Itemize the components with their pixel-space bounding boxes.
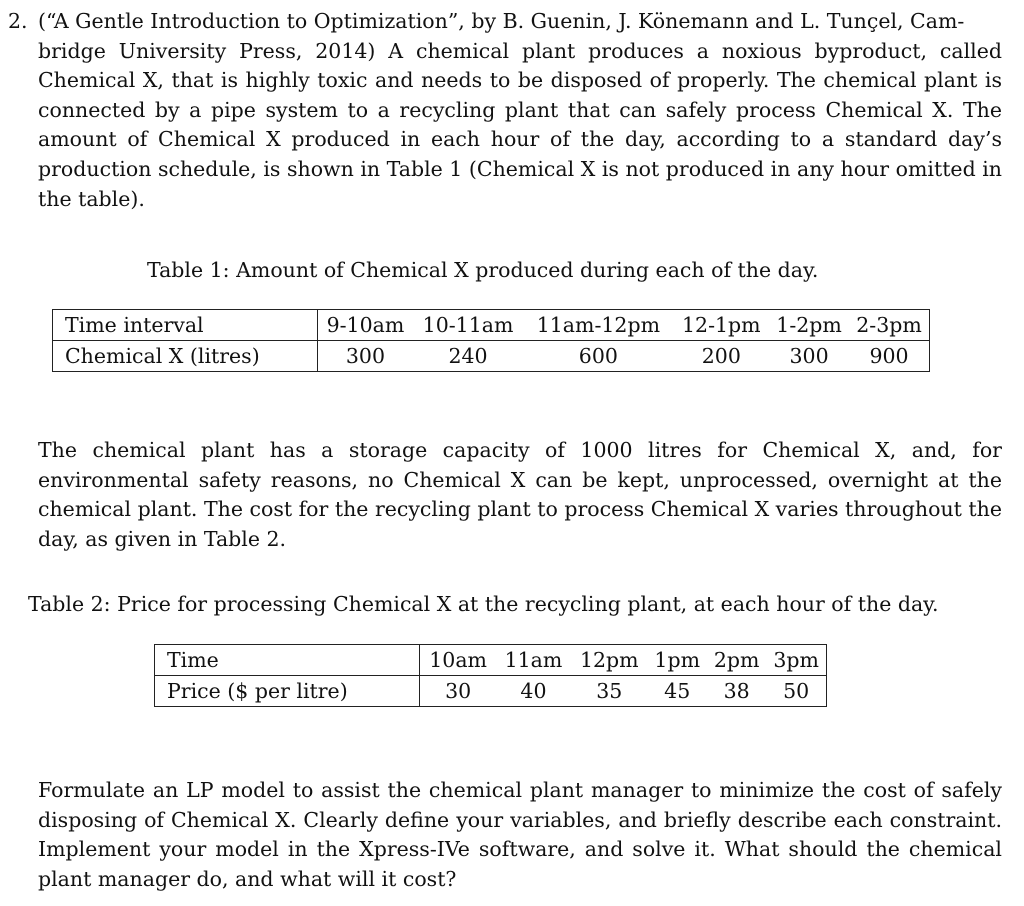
table2-time-cell: 2pm [707,645,766,676]
table1-litres-cell: 200 [673,341,769,372]
table2-time-cell: 1pm [648,645,707,676]
table2-row2-header: Price ($ per litre) [155,676,420,707]
problem-intro-rest: bridge University Press, 2014) A chemical plant produces a noxious byproduct, called Chemical X, that is highly toxic and needs to be disposed of properly. The chemical plant is connected by a pipe system to a recycling plant that can safely process Chemical X. The amount of Chemical X produced in each hour of the day, according to a standard day’s production schedule, is shown in Table 1 (Chemical X is not produced in any hour omitted in the table). [38,38,1002,211]
table1-row-time [53,310,930,341]
table2-row-time [155,645,827,676]
table1-row1-header: Time interval [53,310,318,341]
table1-interval-cell: 11am-12pm [523,310,673,341]
table1-litres-cell: 600 [523,341,673,372]
table1-row-litres [53,341,930,372]
table1-litres-cell: 300 [318,341,413,372]
table2-time-cell: 10am [420,645,496,676]
table2-caption: Table 2: Price for processing Chemical X at the recycling plant, at each hour of the day. [28,592,939,616]
table1-interval-cell: 2-3pm [849,310,929,341]
table2-row1-header: Time [155,645,420,676]
table1-litres-cell: 300 [769,341,849,372]
table1-litres-cell: 240 [413,341,524,372]
table1-interval-cell: 10-11am [413,310,524,341]
table2-price-cell: 50 [766,676,826,707]
table1-litres-cell: 900 [849,341,929,372]
problem-number: 2. [8,9,28,33]
problem-intro-line1: (“A Gentle Introduction to Optimization”, by B. Guenin, J. Könemann and L. Tunçel, Cam- [38,9,965,33]
table1-interval-cell: 9-10am [318,310,413,341]
task-paragraph: Formulate an LP model to assist the chemical plant manager to minimize the cost of safely disposing of Chemical X. Clearly define your variables, and briefly describe each constraint. Implement your model in the Xpress-IVe software, and solve it. What should the chemical plant manager do, and what will it cost? [38,778,1002,891]
table1-caption: Table 1: Amount of Chemical X produced during each of the day. [147,258,819,282]
table2-time-cell: 12pm [571,645,647,676]
table2-price-cell: 30 [420,676,496,707]
storage-paragraph: The chemical plant has a storage capacity of 1000 litres for Chemical X, and, for environmental safety reasons, no Chemical X can be kept, unprocessed, overnight at the chemical plant. The cost for the recycling plant to process Chemical X varies throughout the day, as given in Table 2. [38,438,1002,551]
table2-price-cell: 45 [648,676,707,707]
table2-row-price [155,676,827,707]
table2-price-cell: 40 [496,676,571,707]
table2-price-cell: 35 [571,676,647,707]
table1-interval-cell: 1-2pm [769,310,849,341]
chemical-production-table [52,309,930,372]
problem-statement [8,7,1002,214]
table2-time-cell: 3pm [766,645,826,676]
table1-interval-cell: 12-1pm [673,310,769,341]
table1-row2-header: Chemical X (litres) [53,341,318,372]
table2-time-cell: 11am [496,645,571,676]
problem-first-line [8,7,1002,37]
table2-price-cell: 38 [707,676,766,707]
processing-price-table [154,644,827,707]
